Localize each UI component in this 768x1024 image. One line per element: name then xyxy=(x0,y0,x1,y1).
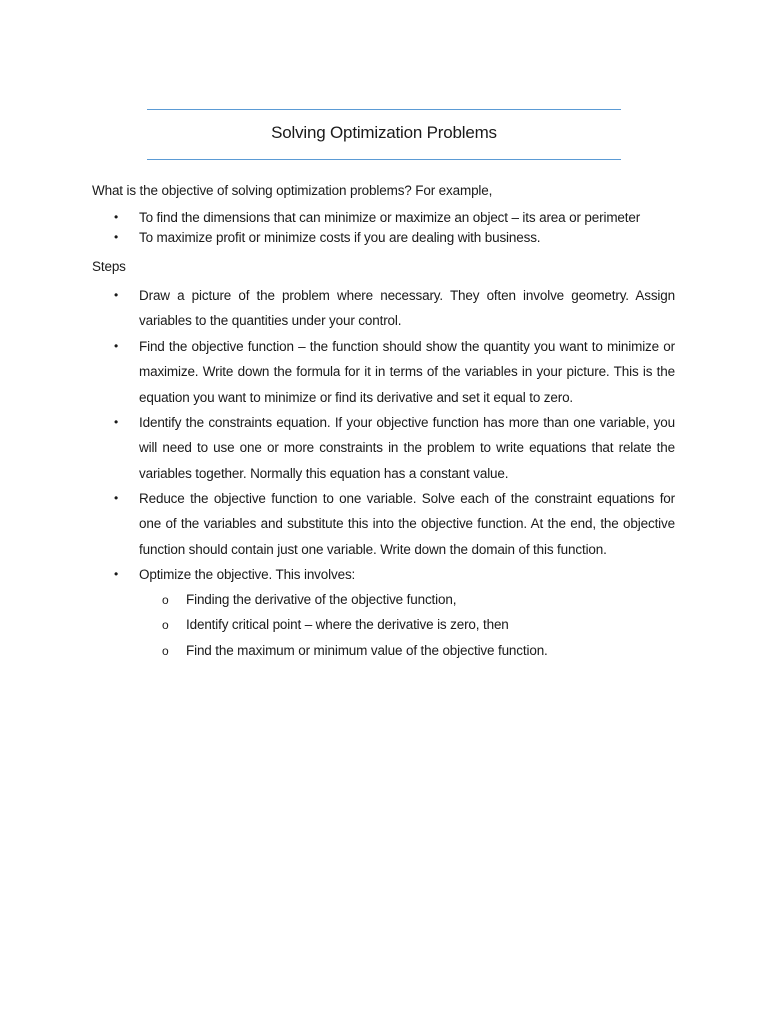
step-text: Find the objective function – the function should show the quantity you want to minimize or maximize. Write down the formula for it in terms of the variables in your picture. This is the equation you want to minimize or find its derivative and set it equal to zero. xyxy=(139,339,675,405)
step-item xyxy=(0,334,768,410)
title-top-rule xyxy=(147,109,621,110)
substep-item xyxy=(0,638,768,663)
title-bottom-rule xyxy=(147,159,621,160)
circle-bullet-icon: o xyxy=(162,643,169,658)
list-item xyxy=(0,228,768,248)
bullet-icon: • xyxy=(114,210,119,224)
substep-text: Identify critical point – where the derivative is zero, then xyxy=(186,617,509,633)
bullet-icon: • xyxy=(114,288,119,302)
step-text: Optimize the objective. This involves: xyxy=(139,567,356,582)
step-item xyxy=(0,486,768,562)
circle-bullet-icon: o xyxy=(162,593,169,607)
steps-heading: Steps xyxy=(92,259,126,274)
substep-text: Finding the derivative of the objective function, xyxy=(186,592,457,607)
bullet-icon: • xyxy=(114,491,119,505)
intro-paragraph: What is the objective of solving optimization problems? For example, xyxy=(92,183,493,198)
list-item xyxy=(0,208,768,228)
substep-item xyxy=(0,587,768,612)
steps-list xyxy=(0,283,768,587)
step-text: Identify the constraints equation. If your objective function has more than one variable, you will need to use one or more constraints in the problem to write equations that relate the variables together. Normally this equation has a constant value. xyxy=(139,415,675,481)
substep-text: Find the maximum or minimum value of the objective function. xyxy=(186,642,548,658)
substep-item xyxy=(0,612,768,637)
intro-bullet-list xyxy=(0,208,768,247)
bullet-icon: • xyxy=(114,339,119,353)
step-item xyxy=(0,562,768,587)
circle-bullet-icon: o xyxy=(162,618,169,633)
document-title: Solving Optimization Problems xyxy=(271,123,497,142)
intro-bullet-text: To find the dimensions that can minimize or maximize an object – its area or perimeter xyxy=(139,210,641,225)
bullet-icon: • xyxy=(114,415,119,429)
step-item xyxy=(0,410,768,486)
bullet-icon: • xyxy=(114,229,119,244)
step-item xyxy=(0,283,768,334)
step-text: Draw a picture of the problem where necessary. They often involve geometry. Assign variables to the quantities under your control. xyxy=(139,288,675,329)
bullet-icon: • xyxy=(114,567,119,581)
optimize-substeps-list xyxy=(0,587,768,663)
step-text: Reduce the objective function to one variable. Solve each of the constraint equations for one of the variables and substitute this into the objective function. At the end, the objective function should contain just one variable. Write down the domain of this function. xyxy=(139,491,675,557)
intro-bullet-text: To maximize profit or minimize costs if you are dealing with business. xyxy=(139,229,541,245)
